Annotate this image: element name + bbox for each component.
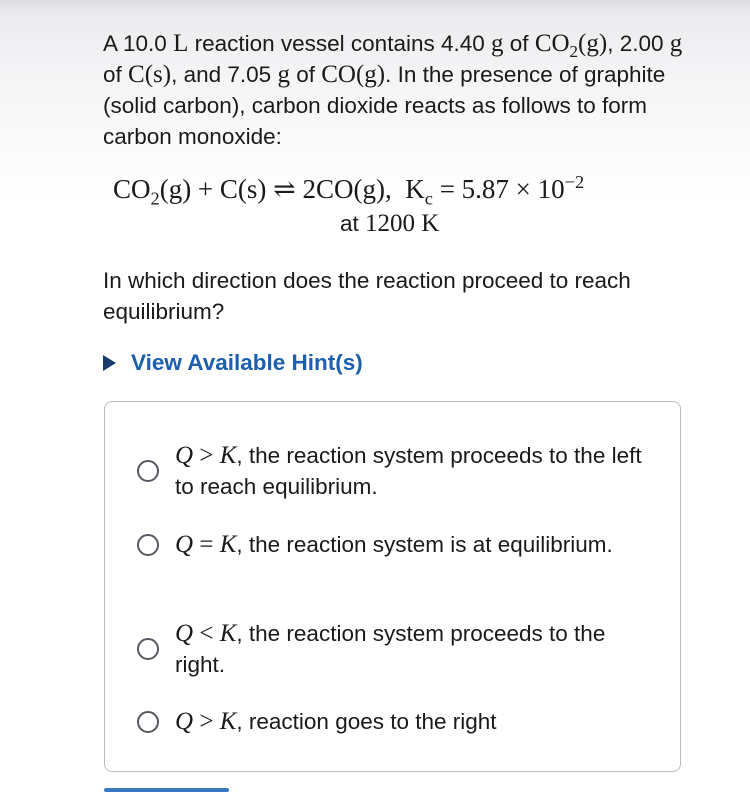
question-text: A 10.0 L reaction vessel contains 4.40 g of $CO_2(g)$, 2.00 g of C(s), and 7.05 g of CO(g). In the presence of graphite (solid carbon), carbon dioxide reacts as follows to form carbon monoxide:	[103, 30, 683, 149]
equilibrium-arrow-icon: ⇌	[273, 174, 296, 204]
view-hints-toggle[interactable]	[103, 350, 363, 376]
radio-button[interactable]	[137, 638, 159, 660]
view-hints-label[interactable]: View Available Hint(s)	[131, 350, 363, 375]
radio-button[interactable]	[137, 534, 159, 556]
answer-option-3[interactable]	[137, 618, 645, 680]
answer-option-2[interactable]	[137, 529, 645, 560]
answer-option-label: Q > K, the reaction system proceeds to the left to reach equilibrium.	[175, 442, 642, 499]
question-prompt: In which direction does the reaction proceed to reach equilibrium?	[103, 268, 631, 324]
reaction-equation: $CO_2(g) + C(s)$ ⇌ 2CO(g), $K_c = 5.87 \times 10^{-2}$	[113, 172, 585, 209]
expand-triangle-icon	[103, 355, 116, 371]
top-shadow-band	[0, 0, 750, 12]
answer-option-label: Q = K, the reaction system is at equilibrium.	[175, 531, 613, 558]
radio-button[interactable]	[137, 711, 159, 733]
answer-options-box	[104, 401, 681, 772]
answer-option-label: Q > K, reaction goes to the right	[175, 708, 497, 735]
submit-button-edge[interactable]	[104, 788, 229, 792]
answer-option-label: Q < K, the reaction system proceeds to the right.	[175, 620, 606, 677]
answer-option-1[interactable]	[137, 440, 645, 502]
reaction-temperature: at 1200 K	[340, 210, 440, 237]
answer-option-4[interactable]	[137, 706, 645, 737]
unit-liter: L	[173, 30, 189, 57]
radio-button[interactable]	[137, 460, 159, 482]
